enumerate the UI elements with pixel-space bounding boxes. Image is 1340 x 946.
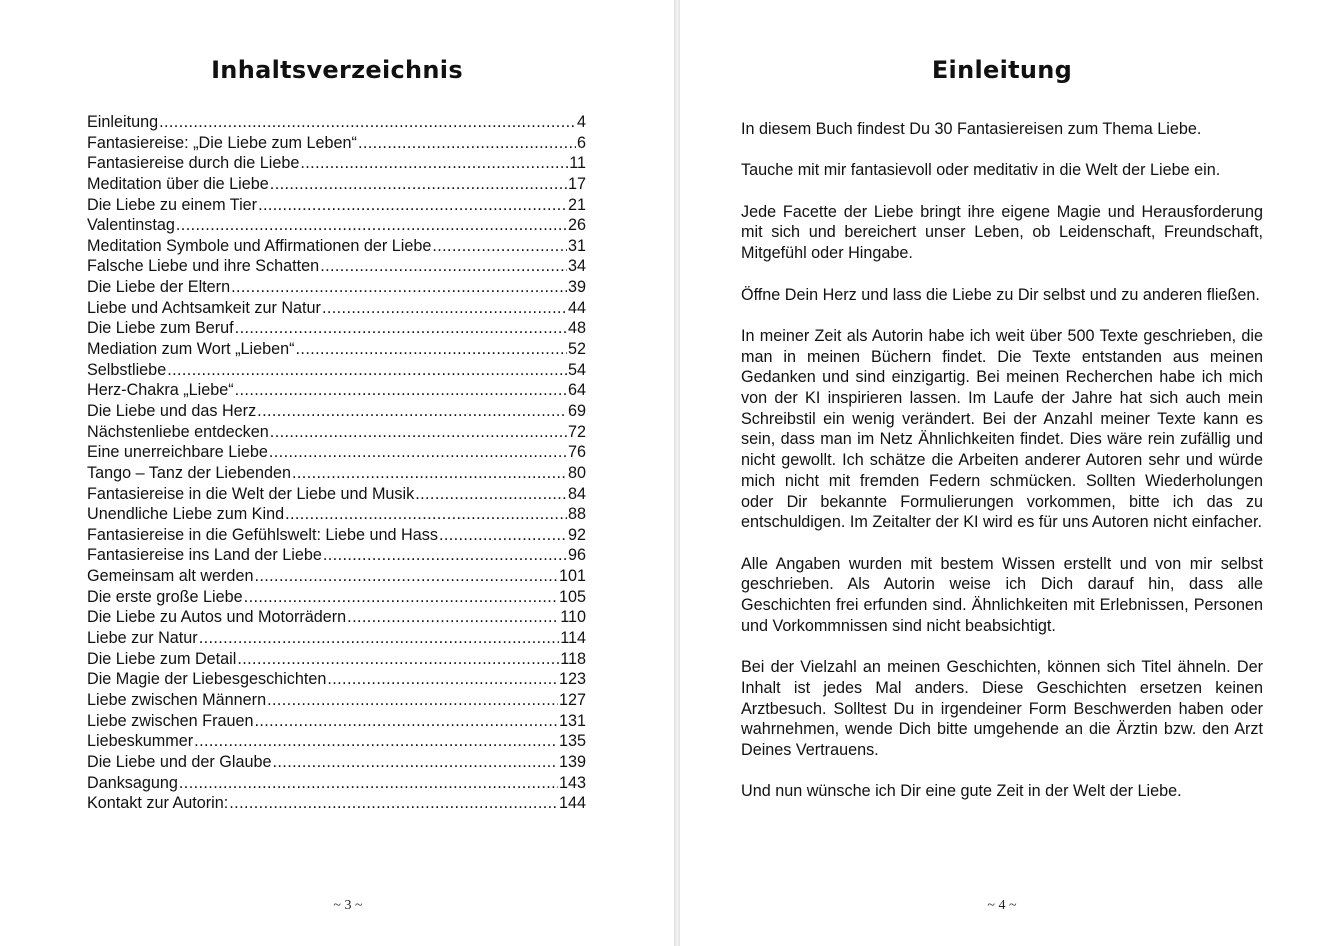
- toc-entry: [87, 195, 586, 216]
- toc-dot-leader: [269, 442, 567, 463]
- toc-dot-leader: [199, 628, 560, 649]
- toc-entry-page: 127: [558, 690, 586, 709]
- toc-entry-page: 114: [560, 629, 586, 648]
- toc-entry-page: 101: [558, 567, 586, 586]
- toc-entry-page: 96: [567, 546, 586, 565]
- toc-entry-title: Danksagung: [87, 773, 178, 792]
- toc-entry-title: Liebe zwischen Männern: [87, 690, 267, 709]
- toc-dot-leader: [320, 256, 567, 277]
- toc-entry-title: Mediation zum Wort „Lieben“: [87, 340, 295, 359]
- toc-entry-page: 31: [567, 236, 586, 255]
- toc-entry-page: 135: [558, 732, 586, 751]
- toc-entry-page: 144: [558, 794, 586, 813]
- toc-entry-page: 64: [567, 381, 586, 400]
- toc-dot-leader: [254, 566, 558, 587]
- toc-dot-leader: [296, 339, 567, 360]
- toc-dot-leader: [322, 298, 567, 319]
- toc-entry-page: 139: [558, 752, 586, 771]
- toc-entry-page: 123: [558, 670, 586, 689]
- toc-entry: [87, 133, 586, 154]
- toc-title: Inhaltsverzeichnis: [211, 56, 463, 84]
- intro-paragraph: Tauche mit mir fantasievoll oder meditativ in die Welt der Liebe ein.: [741, 161, 1221, 180]
- toc-entry-page: 72: [567, 422, 586, 441]
- toc-dot-leader: [300, 153, 568, 174]
- toc-entry-page: 80: [567, 463, 586, 482]
- toc-entry-title: Die Liebe zu Autos und Motorrädern: [87, 608, 347, 627]
- toc-entry-page: 84: [567, 484, 586, 503]
- toc-entry: [87, 669, 586, 690]
- toc-entry: [87, 153, 586, 174]
- toc-entry-title: Nächstenliebe entdecken: [87, 422, 269, 441]
- toc-entry: [87, 628, 586, 649]
- toc-dot-leader: [292, 463, 567, 484]
- toc-entry-title: Fantasiereise in die Welt der Liebe und Musik: [87, 484, 415, 503]
- toc-dot-leader: [258, 195, 567, 216]
- toc-dot-leader: [237, 649, 559, 670]
- toc-dot-leader: [176, 215, 567, 236]
- toc-entry-page: 11: [569, 154, 586, 173]
- intro-paragraph: Alle Angaben wurden mit bestem Wissen erstellt und von mir selbst geschrieben. Als Autorin weise ich Dich darauf hin, dass alle Geschichten frei erfunden sind. Ähnlichkeiten mit Erlebnissen, Personen und Vorkommnissen sind nicht beabsichtigt.: [741, 554, 1263, 635]
- toc-entry: [87, 112, 586, 133]
- toc-dot-leader: [323, 545, 567, 566]
- intro-paragraph: Bei der Vielzahl an meinen Geschichten, können sich Titel ähneln. Der Inhalt ist jedes Mal anders. Diese Geschichten ersetzen keinen Arztbesuch. Solltest Du in irgendeiner Form Beschwerden haben oder wahrnehmen, wende Dich bitte umgehende an die Ärztin bzw. den Arzt Deines Vertrauens.: [741, 658, 1263, 759]
- toc-entry: [87, 174, 586, 195]
- toc-dot-leader: [327, 669, 558, 690]
- toc-dot-leader: [167, 360, 567, 381]
- toc-entry: [87, 463, 586, 484]
- toc-entry-page: 4: [576, 113, 586, 131]
- toc-entry-page: 69: [567, 401, 586, 420]
- toc-entry-page: 110: [560, 608, 586, 627]
- toc-entry-title: Liebe zur Natur: [87, 629, 198, 648]
- toc-entry: [87, 298, 586, 319]
- toc-entry-title: Falsche Liebe und ihre Schatten: [87, 257, 320, 276]
- intro-paragraph: Jede Facette der Liebe bringt ihre eigene Magie und Herausforderung mit sich und bereichert unser Leben, ob Leidenschaft, Freundschaft, Mitgefühl oder Hingabe.: [741, 202, 1263, 263]
- toc-entry-page: 26: [567, 216, 586, 235]
- toc-entry-title: Meditation über die Liebe: [87, 174, 269, 193]
- toc-entry: [87, 525, 586, 546]
- toc-entry-title: Fantasiereise durch die Liebe: [87, 154, 300, 173]
- intro-title: Einleitung: [931, 56, 1073, 84]
- toc-entry-title: Einleitung: [87, 113, 159, 131]
- page-number-left: ~ 3 ~: [333, 898, 363, 913]
- toc-dot-leader: [231, 277, 567, 298]
- intro-text: [741, 119, 1263, 823]
- toc-entry-title: Herz-Chakra „Liebe“: [87, 381, 234, 400]
- toc-entry-page: 54: [567, 360, 586, 379]
- intro-paragraph: In diesem Buch findest Du 30 Fantasiereisen zum Thema Liebe.: [741, 120, 1202, 138]
- toc-entry: [87, 731, 586, 752]
- toc-entry-title: Liebeskummer: [87, 732, 194, 751]
- toc-entry-title: Die Liebe der Eltern: [87, 278, 231, 297]
- toc-entry: [87, 773, 586, 794]
- toc-entry: [87, 711, 586, 732]
- right-page: [680, 0, 1340, 946]
- toc-dot-leader: [179, 773, 558, 794]
- toc-entry-page: 143: [558, 773, 586, 792]
- toc-entry-title: Die Liebe zu einem Tier: [87, 195, 258, 214]
- toc-entry-title: Eine unerreichbare Liebe: [87, 443, 268, 462]
- toc-entry-title: Die Liebe und der Glaube: [87, 752, 272, 771]
- toc-entry-title: Selbstliebe: [87, 360, 167, 379]
- toc-dot-leader: [257, 401, 567, 422]
- toc-entry: [87, 504, 586, 525]
- toc-entry: [87, 236, 586, 257]
- toc-entry: [87, 484, 586, 505]
- toc-entry: [87, 649, 586, 670]
- page-number-right: ~ 4 ~: [987, 898, 1017, 913]
- intro-paragraph: Öffne Dein Herz und lass die Liebe zu Dir selbst und zu anderen fließen.: [741, 285, 1260, 304]
- toc-entry: [87, 690, 586, 711]
- toc-entry-title: Gemeinsam alt werden: [87, 567, 254, 586]
- toc-entry: [87, 339, 586, 360]
- toc-entry-page: 92: [567, 525, 586, 544]
- toc-entry: [87, 607, 586, 628]
- toc-entry-page: 21: [567, 195, 586, 214]
- toc-dot-leader: [267, 690, 558, 711]
- toc-entry-title: Valentinstag: [87, 216, 175, 235]
- toc-entry: [87, 318, 586, 339]
- toc-entry: [87, 256, 586, 277]
- toc-entry: [87, 752, 586, 773]
- toc-dot-leader: [194, 731, 558, 752]
- toc-entry-title: Liebe und Achtsamkeit zur Natur: [87, 298, 321, 317]
- toc-entry-title: Fantasiereise in die Gefühlswelt: Liebe und Hass: [87, 525, 438, 544]
- intro-paragraph: In meiner Zeit als Autorin habe ich weit über 500 Texte geschrieben, die man in meinen Büchern findet. Die Texte entstanden aus meinen Gedanken und sind einzigartig. Bei meinen Recherchen habe ich mich von der KI inspirieren lassen. Im Laufe der Jahre hat sich auch mein Schreibstil ein wenig verändert. Bei der Anzahl meiner Texte kann es sein, dass man im Netz Ähnlichkeiten findet. Dies wäre rein zufällig und nicht gewollt. Ich schätze die Arbeiten anderer Autoren sehr und würde mich nicht mit fremden Federn schmücken. Sollten Wiederholungen oder Dir bekannte Formulierungen vorkommen, bitte ich das zu entschuldigen. Im Zeitalter der KI wird es für uns Autoren nicht einfacher.: [741, 326, 1263, 532]
- toc-entry: [87, 360, 586, 381]
- toc-entry-title: Die Magie der Liebesgeschichten: [87, 670, 327, 689]
- toc-dot-leader: [347, 607, 559, 628]
- toc-entry: [87, 793, 586, 814]
- toc-dot-leader: [235, 318, 567, 339]
- toc-entry-title: Die erste große Liebe: [87, 587, 243, 606]
- toc-entry: [87, 442, 586, 463]
- toc-entry-title: Die Liebe zum Detail: [87, 649, 237, 668]
- toc-dot-leader: [229, 793, 558, 814]
- toc-entry: [87, 422, 586, 443]
- toc-dot-leader: [235, 380, 567, 401]
- toc-entry-page: 52: [567, 340, 586, 359]
- toc-entry-title: Kontakt zur Autorin:: [87, 794, 229, 813]
- toc-dot-leader: [270, 422, 567, 443]
- toc-entry-title: Liebe zwischen Frauen: [87, 711, 254, 730]
- toc-dot-leader: [244, 587, 558, 608]
- toc-entry-page: 44: [567, 298, 586, 317]
- intro-paragraph: Und nun wünsche ich Dir eine gute Zeit in der Welt der Liebe.: [741, 782, 1182, 801]
- toc-entry-title: Die Liebe zum Beruf: [87, 319, 234, 338]
- toc-entry-page: 48: [567, 319, 586, 338]
- toc-entry: [87, 380, 586, 401]
- toc-entry: [87, 545, 586, 566]
- toc-dot-leader: [254, 711, 558, 732]
- toc-entry-page: 88: [567, 505, 586, 524]
- toc-dot-leader: [159, 112, 576, 133]
- table-of-contents: [87, 112, 586, 814]
- toc-entry: [87, 215, 586, 236]
- toc-entry-page: 131: [558, 711, 586, 730]
- toc-dot-leader: [273, 752, 558, 773]
- toc-entry-title: Fantasiereise ins Land der Liebe: [87, 546, 322, 565]
- toc-entry-title: Die Liebe und das Herz: [87, 401, 257, 420]
- toc-entry: [87, 566, 586, 587]
- toc-dot-leader: [358, 133, 576, 154]
- toc-dot-leader: [285, 504, 567, 525]
- toc-entry-page: 76: [567, 443, 586, 462]
- toc-entry: [87, 587, 586, 608]
- toc-dot-leader: [415, 484, 567, 505]
- toc-entry-title: Meditation Symbole und Affirmationen der Liebe: [87, 236, 432, 255]
- toc-dot-leader: [432, 236, 567, 257]
- toc-entry-page: 118: [560, 649, 586, 668]
- toc-entry-page: 17: [567, 174, 586, 193]
- toc-entry-title: Tango – Tanz der Liebenden: [87, 463, 292, 482]
- toc-entry: [87, 277, 586, 298]
- toc-entry-page: 39: [567, 278, 586, 297]
- toc-entry-page: 6: [576, 133, 586, 152]
- toc-entry-page: 105: [558, 587, 586, 606]
- toc-entry-title: Unendliche Liebe zum Kind: [87, 505, 285, 524]
- toc-entry-title: Fantasiereise: „Die Liebe zum Leben“: [87, 133, 357, 152]
- toc-entry: [87, 401, 586, 422]
- toc-dot-leader: [439, 525, 567, 546]
- toc-entry-page: 34: [567, 257, 586, 276]
- toc-dot-leader: [270, 174, 567, 195]
